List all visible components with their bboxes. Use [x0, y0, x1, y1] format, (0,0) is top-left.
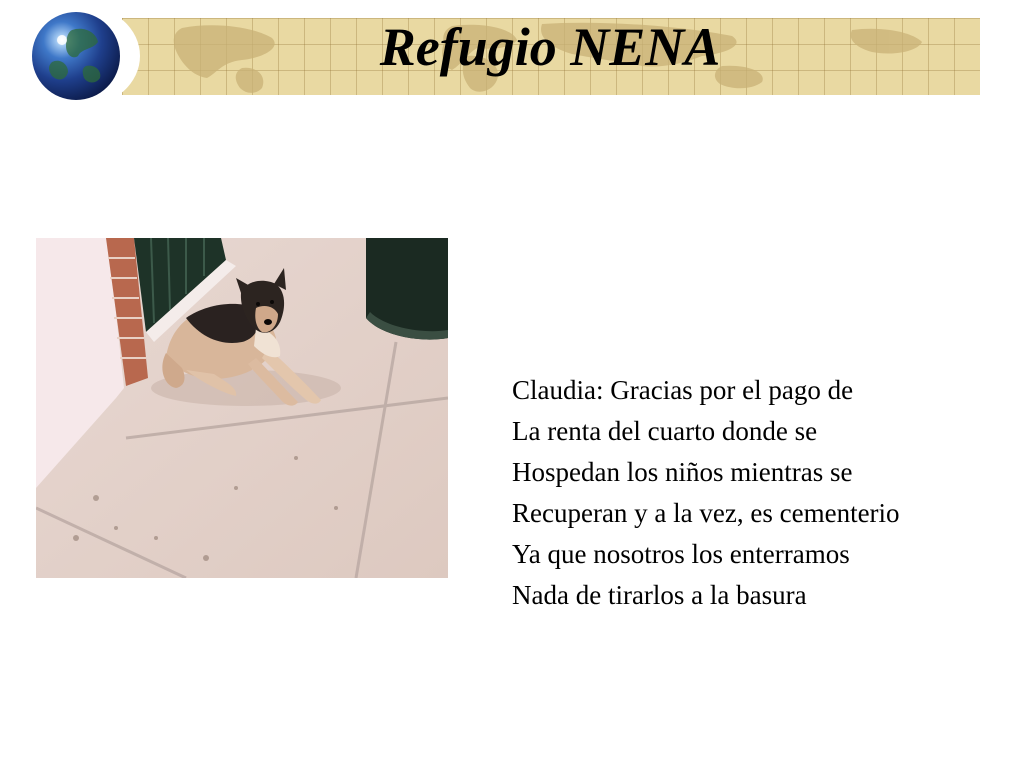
body-line: Recuperan y a la vez, es cementerio [512, 498, 900, 528]
body-line: Hospedan los niños mientras se [512, 457, 853, 487]
body-line: Ya que nosotros los enterramos [512, 539, 850, 569]
body-text [512, 370, 1012, 616]
body-line: Nada de tirarlos a la basura [512, 580, 807, 610]
body-line: La renta del cuarto donde se [512, 416, 818, 446]
dog-lying-on-sidewalk-photo [36, 238, 448, 578]
globe-icon [32, 12, 120, 100]
slide-title: Refugio NENA [379, 17, 721, 77]
body-line: Claudia: Gracias por el pago de [512, 375, 854, 405]
